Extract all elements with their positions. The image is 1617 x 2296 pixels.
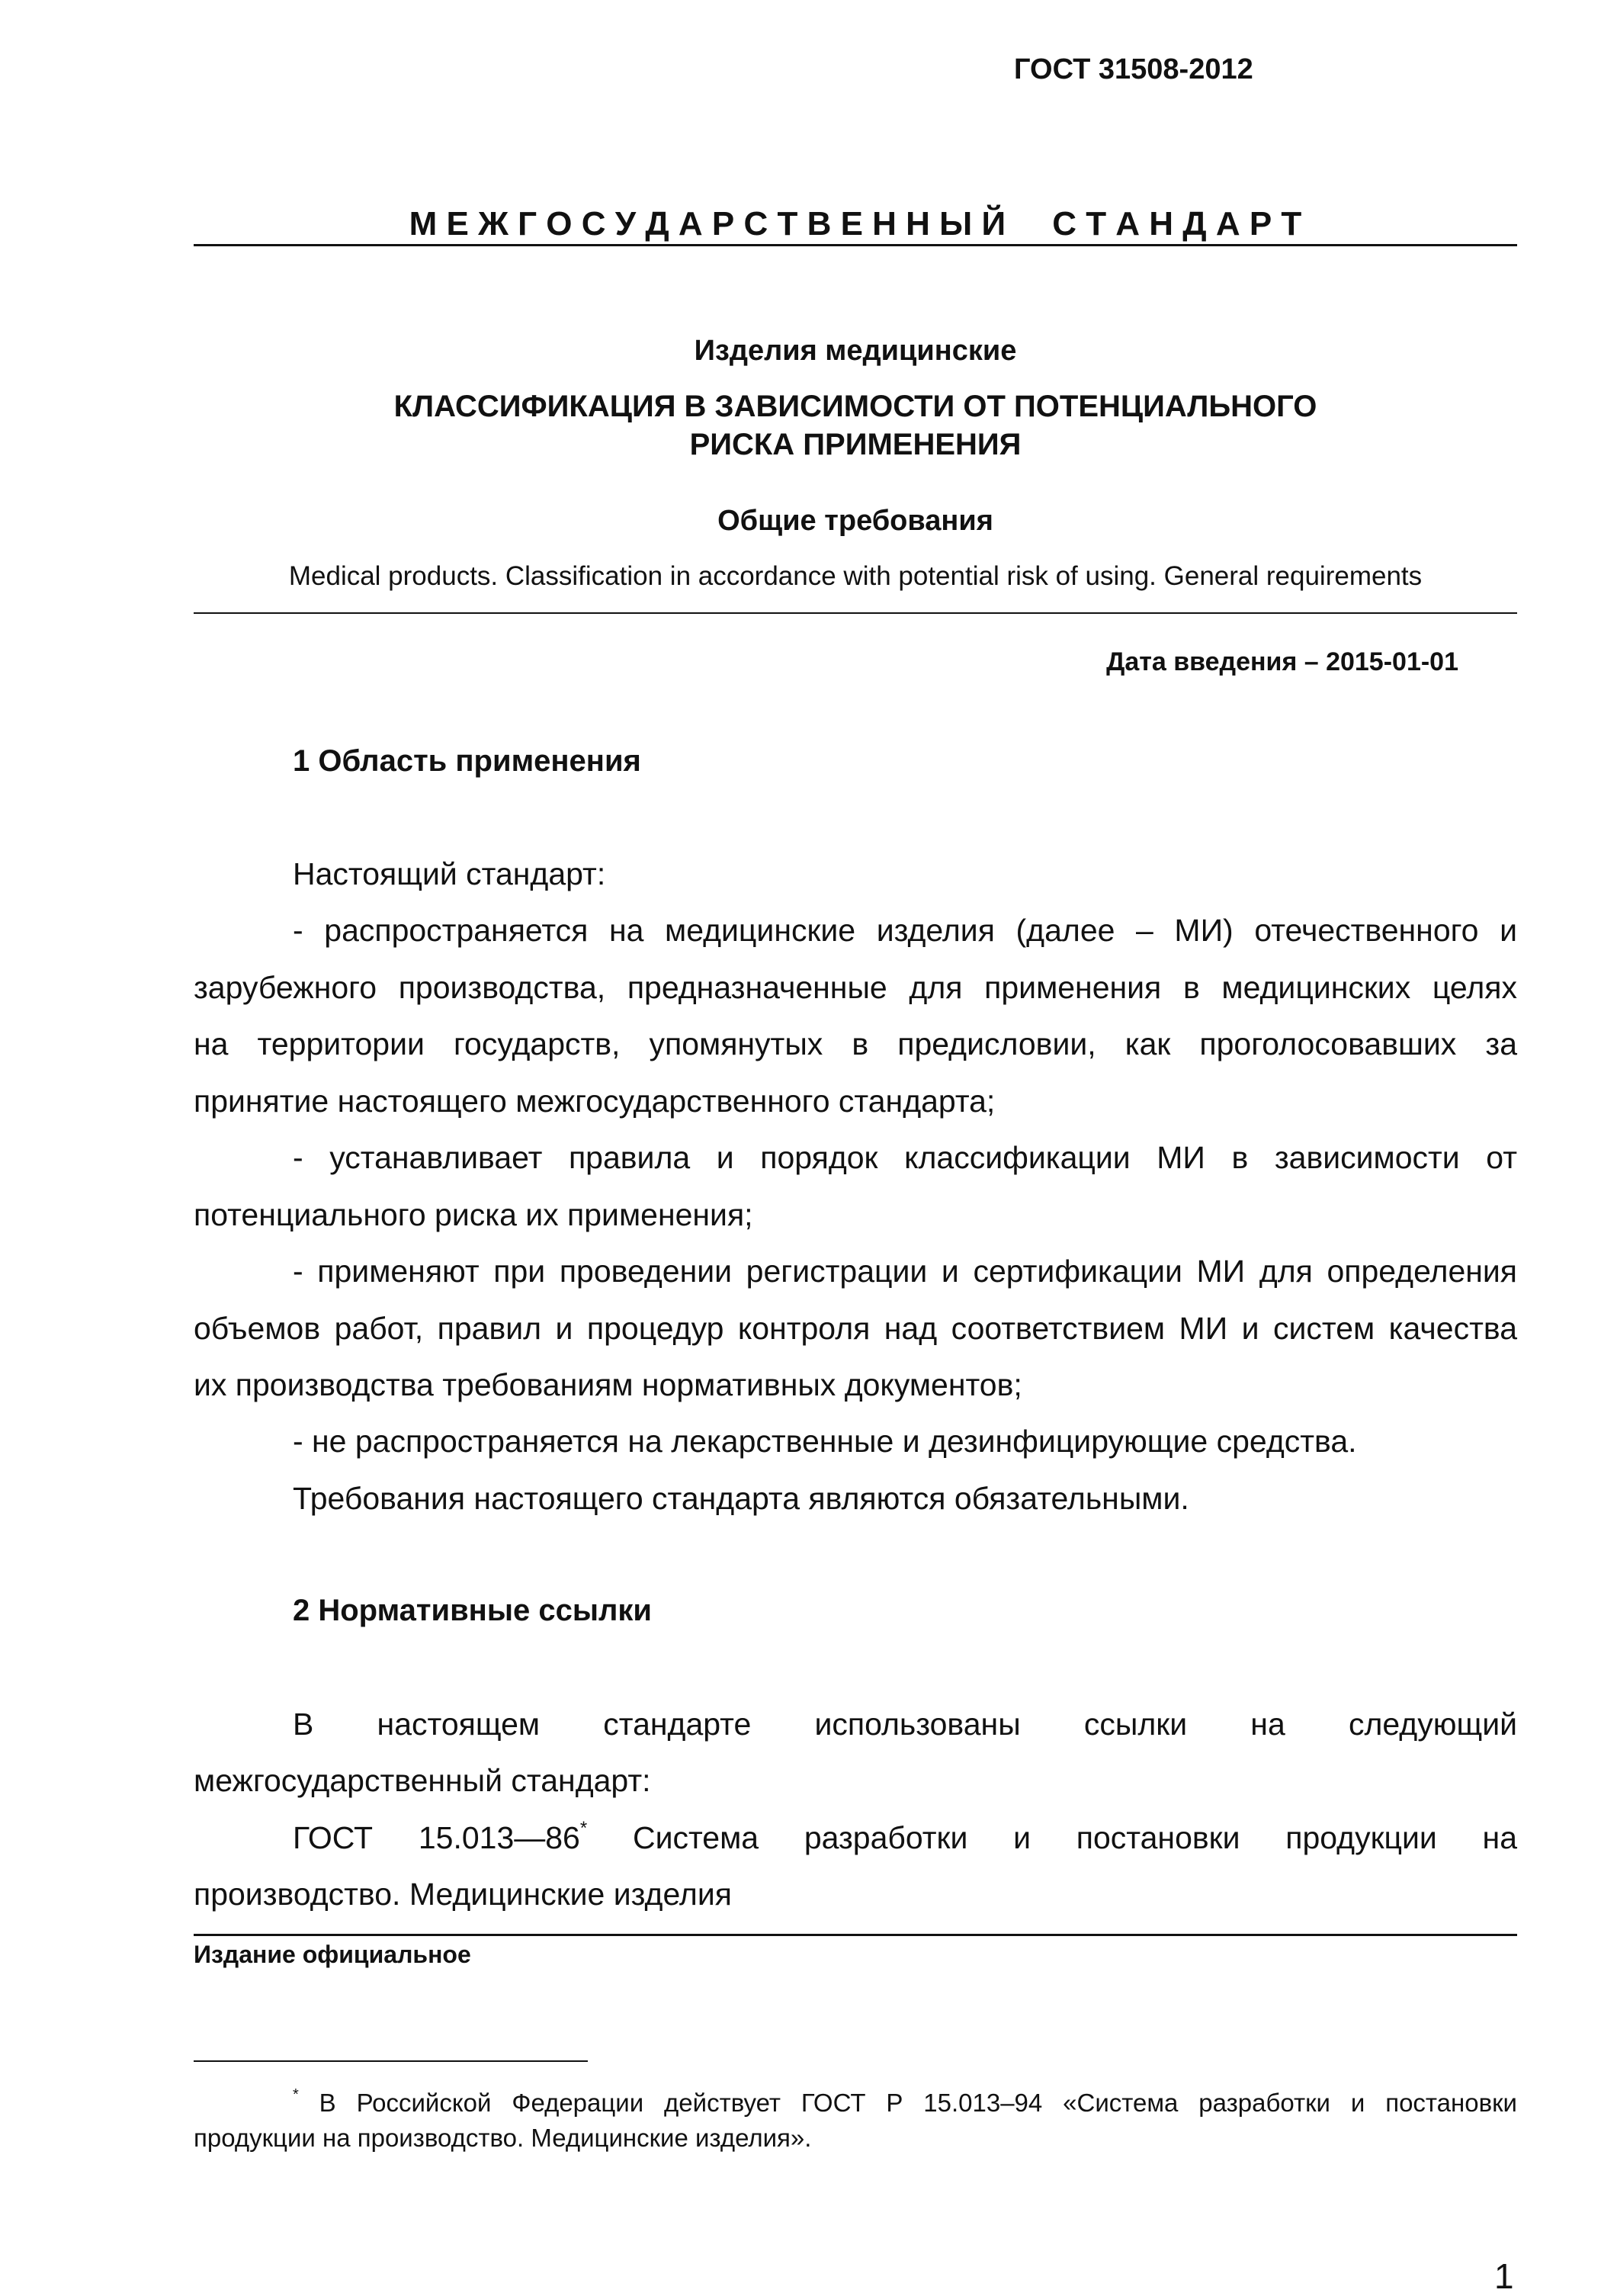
introduction-date: Дата введения – 2015-01-01 (1106, 647, 1458, 676)
paragraph-line: - распространяется на медицинские изделия (далее – МИ) отечественного и (293, 913, 1517, 948)
paragraph-line: потенциального риска их применения; (194, 1197, 753, 1232)
paragraph-line: объемов работ, правил и процедур контроля над соответствием МИ и систем качества (194, 1311, 1517, 1346)
reference-link[interactable]: ГОСТ 15.013—86 (293, 1820, 580, 1855)
paragraph-line: производство. Медицинские изделия (194, 1877, 732, 1912)
footnote-line: продукции на производство. Медицинские изделия». (194, 2124, 812, 2152)
paragraph-line: на территории государств, упомянутых в предисловии, как проголосовавших за (194, 1026, 1517, 1061)
page-number: 1 (1494, 2256, 1514, 2296)
paragraph-line: - не распространяется на лекарственные и дезинфицирующие средства. (293, 1424, 1357, 1459)
reference-title: Система разработки и постановки продукции на (587, 1820, 1518, 1855)
edition-label: Издание официальное (194, 1941, 471, 1968)
english-title: Medical products. Classification in accordance with potential risk of using. General requirements (288, 561, 1423, 591)
title-line-2: РИСКА ПРИМЕНЕНИЯ (689, 428, 1022, 461)
divider (194, 1934, 1517, 1936)
paragraph-line: их производства требованиям нормативных документов; (194, 1367, 1022, 1402)
paragraph-line: принятие настоящего межгосударственного стандарта; (194, 1084, 996, 1119)
paragraph-line: межгосударственный стандарт: (194, 1763, 651, 1798)
divider (194, 244, 1517, 246)
document-number: ГОСТ 31508-2012 (1014, 53, 1253, 85)
title-line-1: КЛАССИФИКАЦИЯ В ЗАВИСИМОСТИ ОТ ПОТЕНЦИАЛЬНОГО (393, 390, 1317, 423)
paragraph-line: Настоящий стандарт: (293, 856, 606, 891)
divider (194, 612, 1517, 614)
section-2-heading: 2 Нормативные ссылки (293, 1594, 653, 1627)
paragraph-line: зарубежного производства, предназначенные для применения в медицинских целях (194, 970, 1517, 1005)
paragraph-line: - устанавливает правила и порядок классификации МИ в зависимости от (293, 1140, 1517, 1175)
reference-line (293, 1818, 1518, 1855)
paragraph-line: В настоящем стандарте использованы ссылки на следующий (293, 1707, 1517, 1742)
footnote-text: В Российской Федерации действует ГОСТ Р 15.013–94 «Система разработки и постановки (298, 2089, 1517, 2117)
footnote-line (293, 2086, 1517, 2117)
paragraph-line: - применяют при проведении регистрации и сертификации МИ для определения (293, 1254, 1517, 1289)
footnote-marker: * (579, 1818, 588, 1838)
product-group: Изделия медицинские (694, 335, 1017, 367)
standard-banner: М Е Ж Г О С У Д А Р С Т В Е Н Н Ы Й С Т А Н Д А Р Т (409, 205, 1302, 242)
footnote-separator (194, 2060, 588, 2062)
footnote-marker: * (293, 2086, 299, 2103)
subtitle: Общие требования (717, 505, 993, 537)
section-1-heading: 1 Область применения (293, 744, 641, 778)
paragraph-line: Требования настоящего стандарта являются обязательными. (293, 1481, 1189, 1516)
